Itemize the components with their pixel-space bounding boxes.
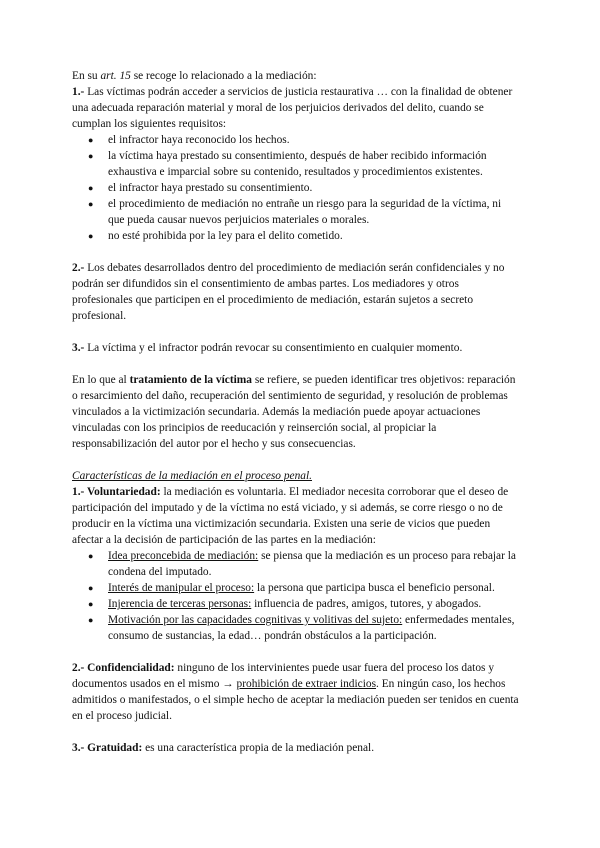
section-heading: Características de la mediación en el proceso penal. [72,470,312,482]
paragraph-number: 2.- [72,262,85,274]
list-item: ● el infractor haya reconocido los hechos. [108,132,520,148]
requirements-list [72,132,520,244]
section-label: 3.- Gratuidad: [72,742,143,754]
section-label: 2.- Confidencialidad: [72,662,175,674]
paragraph-text: Los debates desarrollados dentro del procedimiento de mediación serán confidenciales y no podrán ser difundidos sin el consentimiento de ambas partes. Los mediadores y otros profesionales que participen en el procedimiento de mediación, estarán sujetos a secreto profesional. [72,262,505,322]
paragraph-text: La víctima y el infractor podrán revocar su consentimiento en cualquier momento. [84,342,463,354]
paragraph-number: 1.- [72,86,85,98]
paragraph-2 [72,260,520,324]
vices-list [72,548,520,644]
list-item: ● Interés de manipular el proceso: la persona que participa busca el beneficio personal. [108,580,520,596]
list-item: ● el infractor haya prestado su consentimiento. [108,180,520,196]
list-item: ● el procedimiento de mediación no entrañe un riesgo para la seguridad de la víctima, ni que pueda causar nuevos perjuicios materiales o morales. [108,196,520,228]
voluntariedad-paragraph: 1.- Voluntariedad: la mediación es voluntaria. El mediador necesita corroborar que el deseo de participación del imputado y de la víctima no está viciado, y si además, se corre riesgo o no de producir en la víctima una victimización secundaria. Existen una serie de vicios que pueden afectar a la decisión de participación de las partes en la mediación: ● Idea preconcebida de mediación: se piensa que la mediación es un proceso para rebajar la condena del imputado. ● Interés de manipular el proceso: la persona que participa busca el beneficio personal. ● Injerencia de terceras personas: influencia de padres, amigos, tutores, y abogados. ● Motivación por las capacidades cognitivas y volitivas del sujeto: enfermedades mentales, consumo de sustancias, la edad… pondrán obstáculos a la participación. [72,484,520,644]
paragraph-1 [72,84,520,244]
paragraph-victim-treatment: En lo que al tratamiento de la víctima se refiere, se pueden identificar tres objetivos: reparación o resarcimiento del daño, recuperación del sentimiento de seguridad, y resolución de problemas vinculados a la victimización secundaria. Además la mediación puede apoyar actuaciones vinculadas con los principios de reeducación y reinserción social, al propiciar la responsabilización del autor por el hecho y sus consecuencias. [72,374,516,450]
list-item: ● Injerencia de terceras personas: influencia de padres, amigos, tutores, y abogados. [108,596,520,612]
gratuidad-paragraph: 3.- Gratuidad: es una característica propia de la mediación penal. [72,742,375,754]
confidencialidad-paragraph: 2.- Confidencialidad: ninguno de los intervinientes puede usar fuera del proceso los datos y documentos usados en el mismo → prohibición de extraer indicios. En ningún caso, los hechos admitidos o manifestados, o el simple hecho de aceptar la mediación pueden ser tenidos en cuenta en el proceso judicial. [72,662,519,722]
list-item: ● no esté prohibida por la ley para el delito cometido. [108,228,520,244]
bold-term: tratamiento de la víctima [129,374,252,386]
section-label: 1.- Voluntariedad: [72,486,161,498]
list-item: ● la víctima haya prestado su consentimiento, después de haber recibido información exhaustiva e imparcial sobre su contenido, resultados y procedimientos existentes. [108,148,520,180]
article-reference: art. 15 [100,70,131,82]
paragraph-text: Las víctimas podrán acceder a servicios de justicia restaurativa … con la finalidad de obtener una adecuada reparación material y moral de los perjuicios derivados del delito, cuando se cumplan los siguientes requisitos: [72,86,513,130]
list-item: ● Motivación por las capacidades cognitivas y volitivas del sujeto: enfermedades mentales, consumo de sustancias, la edad… pondrán obstáculos a la participación. [108,612,520,644]
paragraph-3 [72,340,520,356]
paragraph-number: 3.- [72,342,85,354]
list-item: ● Idea preconcebida de mediación: se piensa que la mediación es un proceso para rebajar la condena del imputado. [108,548,520,580]
intro-line: En su art. 15 se recoge lo relacionado a la mediación: [72,70,317,82]
underlined-phrase: prohibición de extraer indicios [236,678,377,690]
